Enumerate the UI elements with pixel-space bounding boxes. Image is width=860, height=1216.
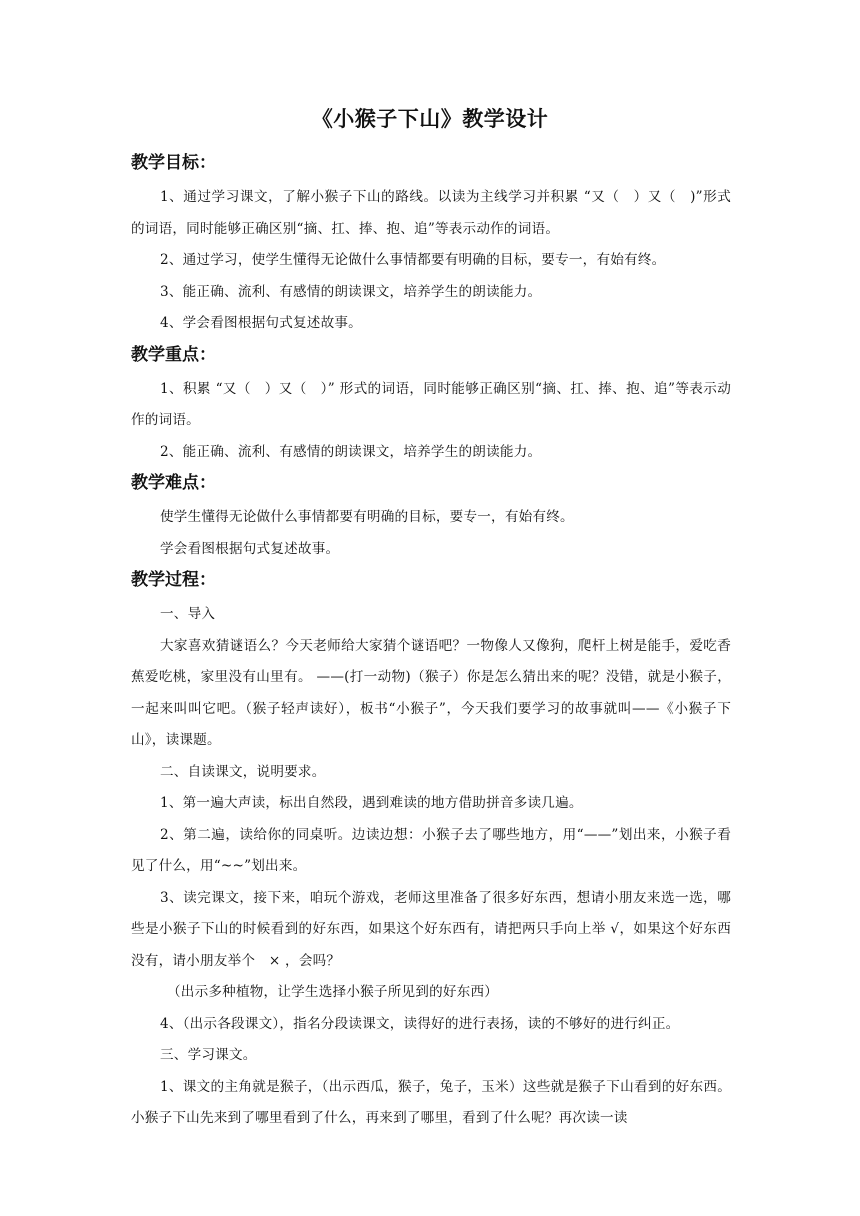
section-key-points: [131, 342, 731, 469]
paragraph: 1、第一遍大声读，标出自然段，遇到难读的地方借助拼音多读几遍。: [160, 795, 583, 811]
paragraph: 1、课文的主角就是猴子，（出示西瓜，猴子，兔子，玉米）这些就是猴子下山看到的好东西。小猴子下山先来到了哪里看到了什么，再来到了哪里，看到了什么呢？再次读一读: [131, 1078, 731, 1126]
paragraph: 4、（出示各段课文），指名分段读课文，读得好的进行表扬，读的不够好的进行纠正。: [160, 1015, 680, 1032]
paragraph: 大家喜欢猜谜语么？今天老师给大家猜个谜语吧？一物像人又像狗，爬杆上树是能手，爱吃香蕉爱吃桃，家里没有山里有。 ——(打一动物)（猴子）你是怎么猜出来的呢？没错，就是小猴子，一起来叫叫它吧。（猴子轻声读好），板书“小猴子”，今天我们要学习的故事就叫——《小猴子下山》，读课题。: [131, 637, 731, 748]
paragraph: 4、学会看图根据句式复述故事。: [160, 315, 362, 331]
paragraph: 2、通过学习，使学生懂得无论做什么事情都要有明确的目标，要专一，有始有终。: [160, 252, 666, 268]
paragraph: 3、读完课文，接下来，咱玩个游戏，老师这里准备了很多好东西，想请小朋友来选一选，哪些是小猴子下山的时候看到的好东西，如果这个好东西有，请把两只手向上举 √，如果这个好东西没有，请小朋友举个 × ，会吗？: [131, 889, 731, 969]
paragraph: 1、通过学习课文，了解小猴子下山的路线。以读为主线学习并积累 “又（ ）又（ )”形式的词语，同时能够正确区别“摘、扛、捧、抱、追”等表示动作的词语。: [131, 189, 731, 237]
paragraph: 2、能正确、流利、有感情的朗读课文，培养学生的朗读能力。: [160, 443, 542, 460]
paragraph: 使学生懂得无论做什么事情都要有明确的目标，要专一，有始有终。: [160, 509, 574, 525]
paragraph: 三、学习课文。: [160, 1047, 257, 1063]
section-teaching-process: [131, 567, 731, 1135]
section-heading: 教学难点：: [131, 473, 216, 493]
paragraph: 二、自读课文，说明要求。: [160, 763, 326, 780]
paragraph: 2、第二遍，读给你的同桌听。边读边想：小猴子去了哪些地方，用“——”划出来，小猴子看见了什么，用“~~”划出来。: [131, 826, 731, 874]
paragraph: （出示多种植物，让学生选择小猴子所见到的好东西）: [167, 984, 499, 1000]
paragraph: 3、能正确、流利、有感情的朗读课文，培养学生的朗读能力。: [160, 283, 542, 300]
paragraph: 1、积累 “又（ ）又（ ）” 形式的词语，同时能够正确区别“摘、扛、捧、抱、追”等表示动作的词语。: [131, 380, 731, 428]
section-heading: 教学目标：: [131, 153, 216, 173]
paragraph: 学会看图根据句式复述故事。: [160, 540, 340, 557]
paragraph: 一、导入: [160, 606, 216, 622]
section-difficulties: [131, 470, 731, 565]
document-body: [131, 150, 731, 1135]
section-heading: 教学重点：: [131, 344, 216, 365]
section-heading: 教学过程：: [131, 570, 216, 590]
document-title: 《小猴子下山》教学设计: [311, 107, 549, 131]
section-teaching-goals: [131, 150, 731, 340]
